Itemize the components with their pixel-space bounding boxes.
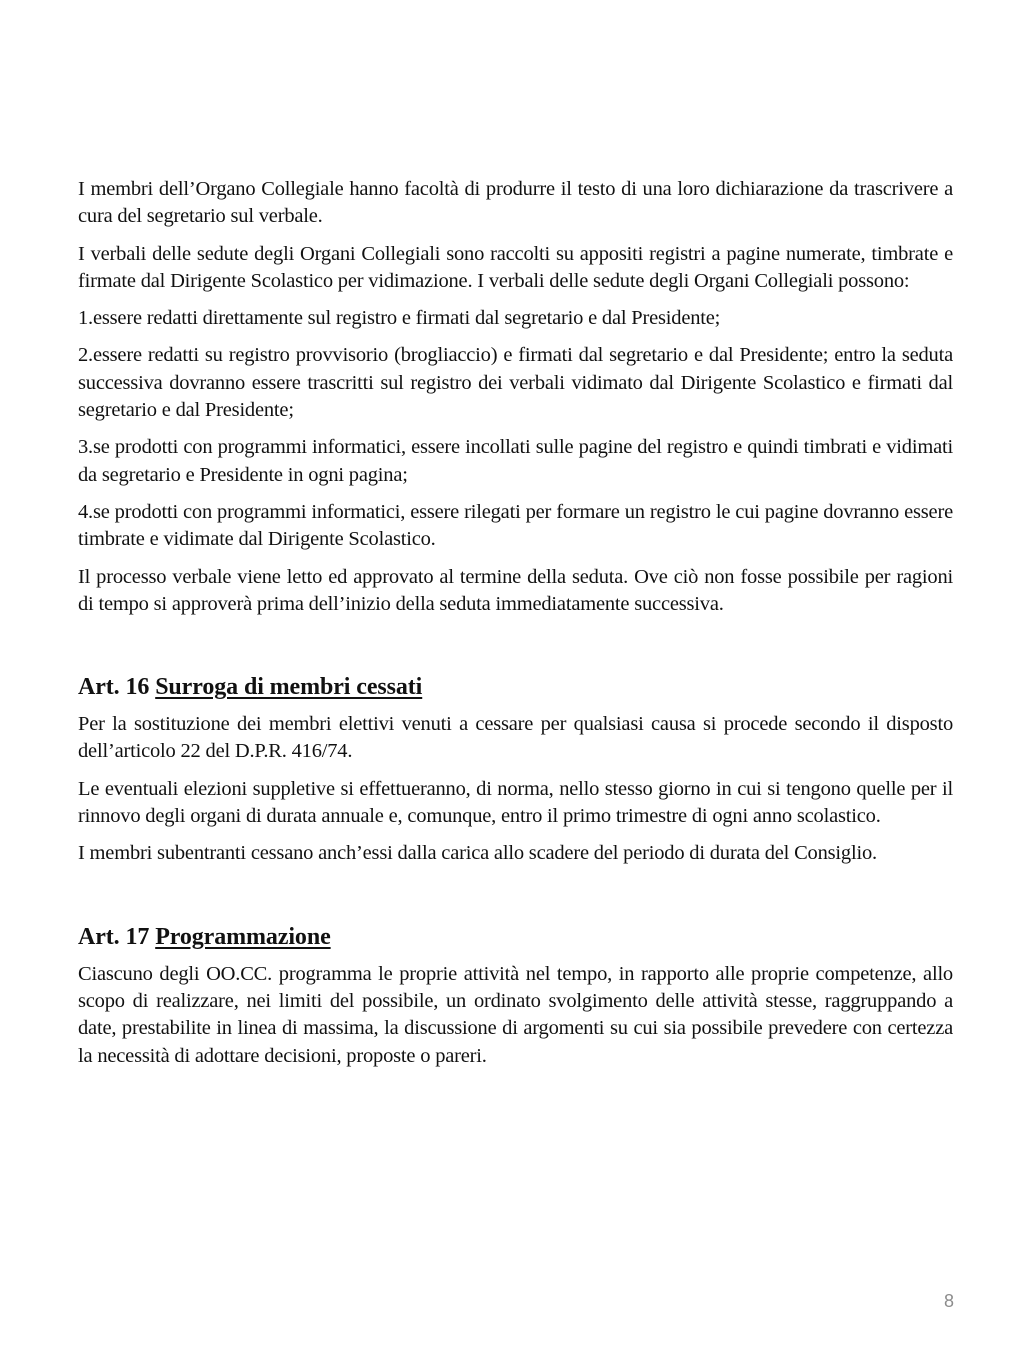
- section-spacer: [78, 878, 953, 921]
- article-title: Surroga di membri cessati: [155, 674, 423, 701]
- page-number: 8: [944, 1291, 955, 1311]
- article-heading: [78, 671, 953, 703]
- list-item: 1.essere redatti direttamente sul registro e firmati dal segretario e dal Presidente;: [78, 307, 721, 330]
- article-paragraph: I membri subentranti cessano anch’essi dalla carica allo scadere del periodo di durata del Consiglio.: [78, 842, 877, 865]
- article-title: Programmazione: [155, 923, 331, 950]
- article-paragraph: Per la sostituzione dei membri elettivi venuti a cessare per qualsiasi causa si procede secondo il disposto dell’articolo 22 del D.P.R. 416/74.: [78, 713, 953, 763]
- article-number: Art. 16: [78, 674, 150, 701]
- verbali-options-list: [78, 305, 953, 553]
- section-spacer: [78, 628, 953, 671]
- article-17: [78, 921, 953, 1070]
- article-number: Art. 17: [78, 923, 150, 950]
- paragraph-processo-verbale: Il processo verbale viene letto ed approvato al termine della seduta. Ove ciò non fosse possibile per ragioni di tempo si approverà prima dell’inizio della seduta immediatamente successiva.: [78, 565, 953, 615]
- article-paragraph: Ciascuno degli OO.CC. programma le proprie attività nel tempo, in rapporto alle proprie competenze, allo scopo di realizzare, nei limiti del possibile, un ordinato svolgimento delle attività stesse, raggruppando a date, prestabilite in linea di massima, la discussione di argomenti su cui sia possibile prevedere con certezza la necessità di adottare decisioni, proposte o pareri.: [78, 962, 953, 1067]
- article-16: [78, 671, 953, 867]
- paragraph-dichiarazione: I membri dell’Organo Collegiale hanno facoltà di produrre il testo di una loro dichiarazione da trascrivere a cura del segretario sul verbale.: [78, 178, 953, 228]
- article-paragraph: Le eventuali elezioni suppletive si effettueranno, di norma, nello stesso giorno in cui si tengono quelle per il rinnovo degli organi di durata annuale e, comunque, entro il primo trimestre di ogni anno scolastico.: [78, 777, 953, 828]
- list-item: 4.se prodotti con programmi informatici, essere rilegati per formare un registro le cui pagine dovranno essere timbrate e vidimate dal Dirigente Scolastico.: [78, 500, 953, 551]
- list-item: 3.se prodotti con programmi informatici, essere incollati sulle pagine del registro e quindi timbrati e vidimati da segretario e Presidente in ogni pagina;: [78, 436, 953, 486]
- article-heading: [78, 921, 953, 953]
- document-page: [78, 176, 953, 1080]
- list-item: 2.essere redatti su registro provvisorio (brogliaccio) e firmati dal segretario e dal Presidente; entro la seduta successiva dovranno essere trascritti sul registro dei verbali vidimato dal Dirigente Scolastico e firmati dal segretario e dal Presidente;: [78, 344, 953, 422]
- paragraph-verbali-registri: I verbali delle sedute degli Organi Collegiali sono raccolti su appositi registri a pagine numerate, timbrate e firmate dal Dirigente Scolastico per vidimazione. I verbali delle sedute degli Organi Collegiali possono:: [78, 242, 953, 292]
